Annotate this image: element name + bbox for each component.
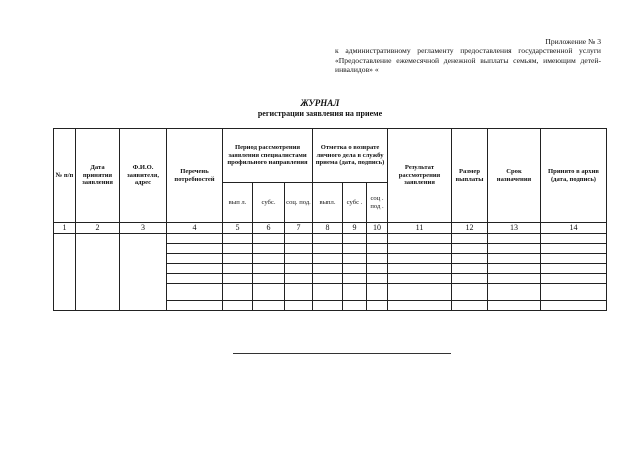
table-cell <box>223 244 253 254</box>
header-row <box>54 129 607 183</box>
table-cell <box>167 254 223 264</box>
column-number: 10 <box>367 223 388 234</box>
table-cell <box>313 234 343 244</box>
appendix-block <box>335 37 601 75</box>
table-cell <box>167 244 223 254</box>
table-cell <box>253 274 285 284</box>
title-block <box>0 98 640 119</box>
column-number-row <box>54 223 607 234</box>
table-cell <box>54 234 76 311</box>
column-number: 3 <box>120 223 167 234</box>
subheader-subsidy: субс. <box>253 183 285 223</box>
table-cell <box>285 301 313 311</box>
table-cell <box>313 274 343 284</box>
table-cell <box>285 264 313 274</box>
table-cell <box>223 254 253 264</box>
table-cell <box>541 254 607 264</box>
appendix-number: Приложение № 3 <box>545 37 601 46</box>
table-cell <box>541 264 607 274</box>
registration-journal-table <box>53 128 607 311</box>
header-review-period: Период рассмотрения заявления специалистами профильного направления <box>223 129 313 183</box>
table-cell <box>167 274 223 284</box>
header-needs: Перечень потребностей <box>167 129 223 223</box>
table-cell <box>367 284 388 301</box>
header-number: № п/п <box>54 129 76 223</box>
table-cell <box>223 284 253 301</box>
table-cell <box>343 234 367 244</box>
table-cell <box>488 274 541 284</box>
table-cell <box>388 254 452 264</box>
header-result: Результат рассмотрения заявления <box>388 129 452 223</box>
header-date: Дата принятия заявления <box>76 129 120 223</box>
table-cell <box>488 301 541 311</box>
table-cell <box>541 301 607 311</box>
table-cell <box>343 301 367 311</box>
table-cell <box>541 274 607 284</box>
table-cell <box>388 264 452 274</box>
table-cell <box>313 264 343 274</box>
table-cell <box>488 234 541 244</box>
table-cell <box>343 284 367 301</box>
table-cell <box>285 284 313 301</box>
table-cell <box>253 284 285 301</box>
table-cell <box>223 264 253 274</box>
table-cell <box>452 301 488 311</box>
table-cell <box>253 301 285 311</box>
table-cell <box>120 234 167 311</box>
table-cell <box>167 301 223 311</box>
subheader-social: соц. под. <box>285 183 313 223</box>
table-cell <box>167 284 223 301</box>
table-cell <box>388 234 452 244</box>
table-cell <box>367 244 388 254</box>
table-cell <box>343 254 367 264</box>
table-cell <box>343 274 367 284</box>
table-cell <box>253 254 285 264</box>
column-number: 7 <box>285 223 313 234</box>
table-cell <box>452 254 488 264</box>
subheader-payment: вып л. <box>223 183 253 223</box>
subheader-return-subsidy: субс . <box>343 183 367 223</box>
table-cell <box>488 264 541 274</box>
signature-line <box>233 353 451 354</box>
table-cell <box>223 301 253 311</box>
table-cell <box>285 234 313 244</box>
header-return-mark: Отметка о возврате личного дела в службу приема (дата, подпись) <box>313 129 388 183</box>
table-row <box>54 234 607 244</box>
table-cell <box>343 244 367 254</box>
header-term: Срок назначения <box>488 129 541 223</box>
table-cell <box>488 244 541 254</box>
table-cell <box>285 244 313 254</box>
column-number: 1 <box>54 223 76 234</box>
table-cell <box>367 234 388 244</box>
document-title: ЖУРНАЛ <box>300 98 340 108</box>
table-cell <box>388 284 452 301</box>
table-cell <box>313 244 343 254</box>
column-number: 2 <box>76 223 120 234</box>
table-cell <box>388 244 452 254</box>
header-archive: Принято в архив (дата, подпись) <box>541 129 607 223</box>
column-number: 12 <box>452 223 488 234</box>
table-cell <box>452 284 488 301</box>
table-cell <box>452 264 488 274</box>
table-cell <box>313 301 343 311</box>
table-cell <box>167 264 223 274</box>
table-cell <box>76 234 120 311</box>
table-cell <box>541 244 607 254</box>
column-number: 8 <box>313 223 343 234</box>
table-cell <box>223 274 253 284</box>
document-subtitle: регистрации заявления на приеме <box>257 109 383 118</box>
table-cell <box>367 264 388 274</box>
table-cell <box>452 234 488 244</box>
table-cell <box>167 234 223 244</box>
header-applicant: Ф.И.О. заявителя, адрес <box>120 129 167 223</box>
column-number: 11 <box>388 223 452 234</box>
column-number: 6 <box>253 223 285 234</box>
table-cell <box>313 284 343 301</box>
table-cell <box>488 254 541 264</box>
table-cell <box>223 234 253 244</box>
column-number: 9 <box>343 223 367 234</box>
table-cell <box>488 284 541 301</box>
table-cell <box>253 244 285 254</box>
table-cell <box>388 301 452 311</box>
table-cell <box>253 264 285 274</box>
column-number: 13 <box>488 223 541 234</box>
column-number: 4 <box>167 223 223 234</box>
table-cell <box>367 274 388 284</box>
table-cell <box>452 244 488 254</box>
table-cell <box>367 301 388 311</box>
table-cell <box>253 234 285 244</box>
appendix-text: к административному регламенту предоставления государственной услуги «Предоставление ежемесячной денежной выплаты семьям, имеющим детей-инвалидов» « <box>335 46 601 75</box>
column-number: 5 <box>223 223 253 234</box>
table-cell <box>452 274 488 284</box>
header-amount: Размер выплаты <box>452 129 488 223</box>
table-cell <box>541 234 607 244</box>
table-cell <box>285 274 313 284</box>
subheader-return-social: соц . под . <box>367 183 388 223</box>
table-cell <box>313 254 343 264</box>
table-cell <box>343 264 367 274</box>
column-number: 14 <box>541 223 607 234</box>
table-cell <box>367 254 388 264</box>
table-cell <box>388 274 452 284</box>
table-cell <box>541 284 607 301</box>
table-cell <box>285 254 313 264</box>
subheader-return-payment: выпл. <box>313 183 343 223</box>
